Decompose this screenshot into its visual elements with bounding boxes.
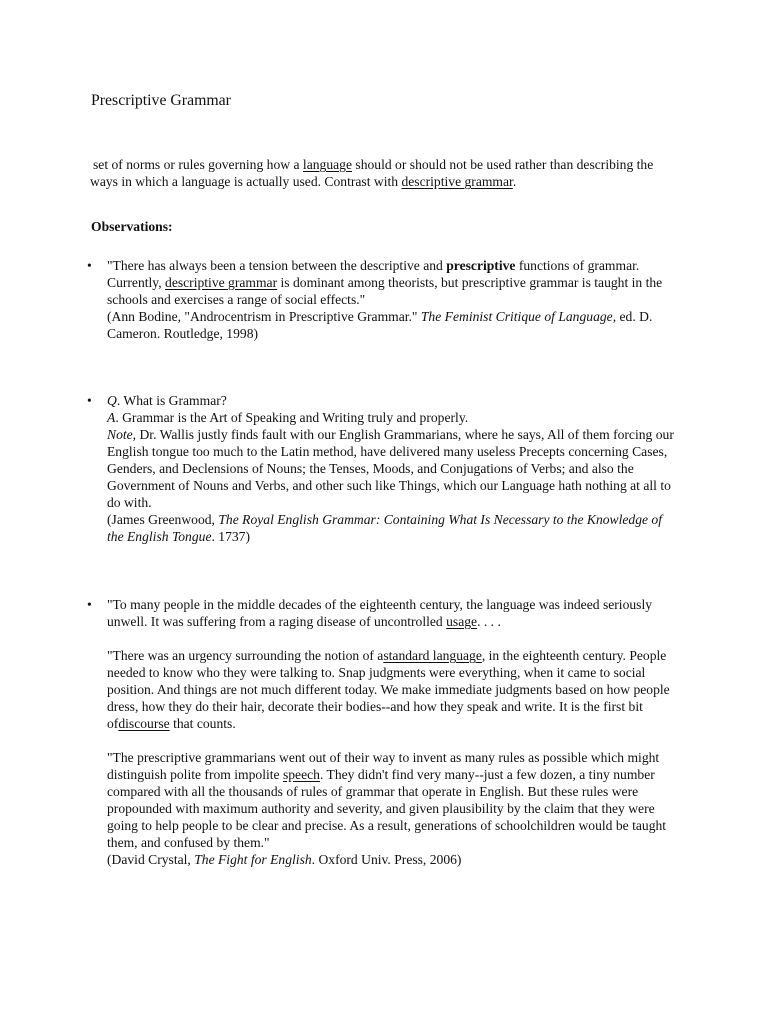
citation-text: . 1737) — [211, 529, 250, 544]
quote-paragraph — [107, 749, 679, 851]
citation-text: (James Greenwood, — [107, 512, 219, 527]
citation — [107, 511, 679, 545]
question-text: . What is Grammar? — [116, 393, 227, 408]
link-speech[interactable]: speech — [282, 767, 320, 782]
page-title: Prescriptive Grammar — [91, 92, 231, 109]
bullet-icon: • — [87, 258, 92, 273]
question-line — [107, 392, 679, 409]
quote-text-span: "There was an urgency surrounding the notion of a — [107, 648, 384, 663]
citation-title: The Feminist Critique of Language — [420, 309, 613, 324]
answer-text: . Grammar is the Art of Speaking and Writing truly and properly. — [115, 410, 469, 425]
quote-text-span: "There has always been a tension between the descriptive and — [107, 258, 447, 273]
bold-term: prescriptive — [446, 258, 516, 273]
quote-text-span: "To many people in the middle decades of the eighteenth century, the language was indeed seriously unwell. It was suffering from a raging disease of uncontrolled — [107, 597, 653, 629]
citation — [107, 308, 679, 342]
quote-item-3 — [107, 596, 679, 868]
link-descriptive-grammar[interactable]: descriptive grammar — [165, 275, 278, 290]
bullet-icon: • — [87, 597, 92, 612]
quote-text-span: functions of grammar. — [515, 258, 640, 273]
quote-text — [107, 257, 679, 308]
quote-text-span: . They didn't find very many--just a few dozen, a tiny number compared with all the thousands of rules of grammar that operate in English. But these rules were propounded with maximum authority and severity, and given plausibility by the claim that they were going to help people to be clear and precise. As a result, generations of schoolchildren would be taught them, and confused by them." — [107, 767, 667, 850]
link-descriptive-grammar[interactable]: descriptive grammar — [401, 174, 513, 189]
bullet-icon: • — [87, 393, 92, 408]
intro-text: ways in which a language is actually used. Contrast with — [90, 174, 402, 189]
citation-text: . Oxford Univ. Press, 2006) — [311, 852, 462, 867]
answer-line — [107, 409, 679, 426]
question-label: Q — [107, 393, 117, 408]
quote-item-2 — [107, 392, 679, 545]
intro-text: should or should not be used rather than describing the — [352, 157, 654, 172]
quote-text-span: is dominant among theorists, but prescriptive grammar is taught in the schools and exercises a range of social effects." — [107, 275, 663, 307]
quote-text-span: . . . . — [477, 614, 501, 629]
intro-text: set of norms or rules governing how a — [93, 157, 303, 172]
quote-text-span: Currently, — [107, 275, 166, 290]
quote-text-span: that counts. — [169, 716, 236, 731]
link-discourse[interactable]: discourse — [118, 716, 170, 731]
answer-label: A — [107, 410, 116, 425]
citation-text: (David Crystal, — [107, 852, 195, 867]
quote-item-1 — [107, 257, 679, 342]
citation — [107, 851, 679, 868]
link-language[interactable]: language — [302, 157, 352, 172]
quote-text-span: "The prescriptive grammarians went out of their way to invent as many rules as possible which might distinguish polite from impolite — [107, 750, 660, 782]
citation-title: The Fight for English — [194, 852, 312, 867]
quote-paragraph — [107, 647, 679, 732]
note-paragraph — [107, 426, 679, 511]
citation-title: The Royal English Grammar: Containing What Is Necessary to the Knowledge of the English Tongue — [107, 512, 663, 544]
quote-text-span: , in the eighteenth century. People needed to know who they were talking to. Snap judgments were everything, when it came to social position. And things are not much different today. We make immediate judgments based on how people dress, how they do their hair, decorate their bodies--and how they speak and write. It is the first bit of — [107, 648, 670, 731]
link-standard-language[interactable]: standard language — [383, 648, 482, 663]
quote-paragraph — [107, 596, 679, 630]
observations-heading: Observations: — [91, 219, 173, 234]
definition-paragraph — [90, 156, 690, 190]
link-usage[interactable]: usage — [446, 614, 478, 629]
citation-text: (Ann Bodine, "Androcentrism in Prescriptive Grammar." — [107, 309, 421, 324]
intro-text: . — [512, 174, 517, 189]
note-text: Dr. Wallis justly finds fault with our English Grammarians, where he says, All of them forcing our English tongue too much to the Latin method, have delivered many useless Precepts concerning Cases, Genders, and Declensions of Nouns; the Tenses, Moods, and Conjugations of Verbs; and also the Government of Nouns and Verbs, and other such like Things, which our Language hath nothing at all to do with. — [107, 427, 674, 510]
note-label: Note, — [107, 427, 137, 442]
citation-text: , ed. D. Cameron. Routledge, 1998) — [107, 309, 653, 341]
